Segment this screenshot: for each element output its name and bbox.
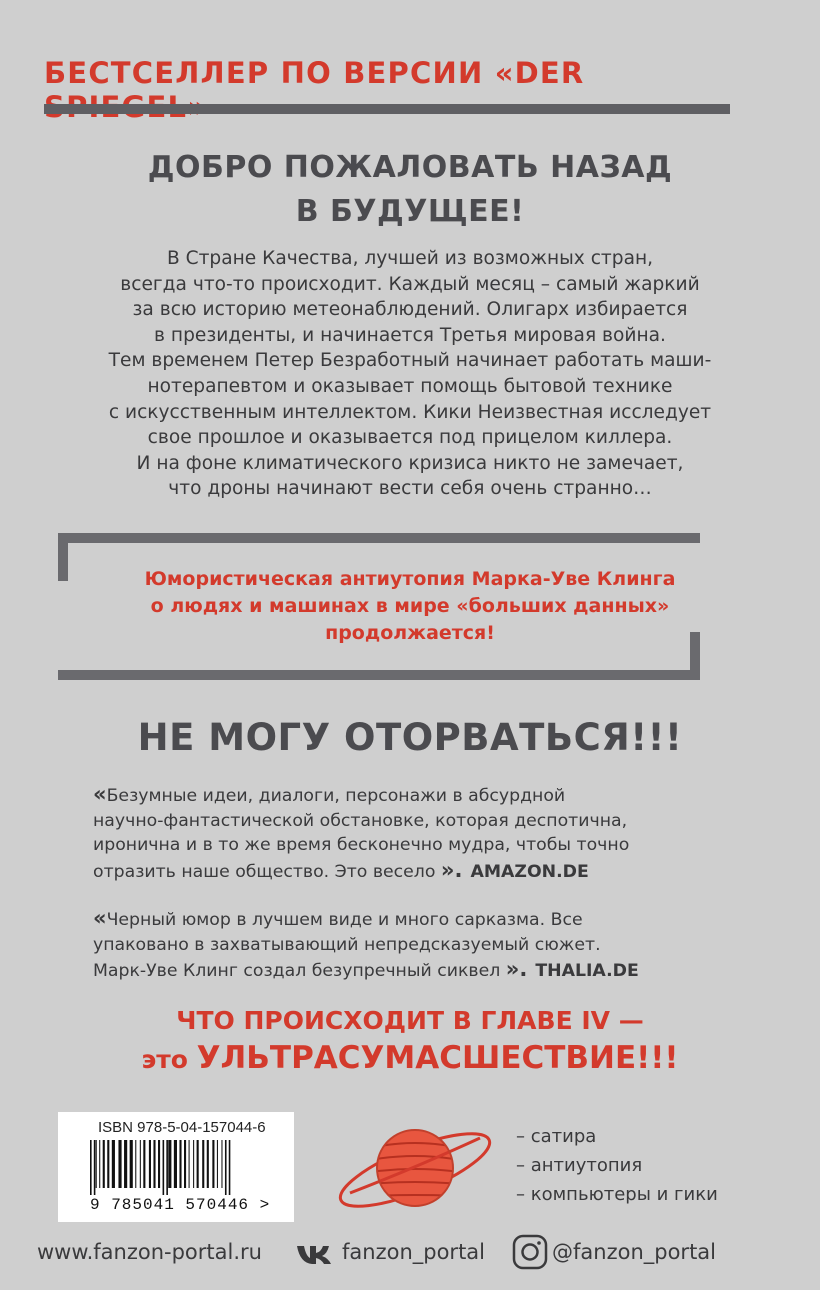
description: [0, 246, 820, 502]
headline: [0, 146, 820, 234]
quote-frame-top: [58, 533, 700, 543]
description-line: Тем временем Петер Безработный начинает работать маши-: [108, 350, 712, 372]
vk-icon: [296, 1243, 338, 1265]
barcode-bar: [166, 1140, 168, 1195]
review-thalia: [93, 906, 733, 984]
barcode-bar: [90, 1140, 92, 1195]
barcode-bar: [103, 1140, 105, 1188]
barcode-bar: [143, 1140, 145, 1188]
barcode-bar: [217, 1140, 218, 1188]
review-line: «Безумные идеи, диалоги, персонажи в абсурдной: [93, 782, 566, 806]
barcode-bar: [179, 1140, 181, 1188]
genre-tag: – сатира: [516, 1126, 597, 1147]
description-line: всегда что-то происходит. Каждый месяц – самый жаркий: [120, 273, 700, 295]
highlight-line: о людях и машинах в мире «больших данных»: [150, 595, 670, 617]
barcode-bar: [149, 1140, 151, 1188]
description-line: с искусственным интеллектом. Кики Неизвестная исследует: [108, 401, 712, 423]
barcode-bar: [174, 1140, 177, 1188]
website-link[interactable]: www.fanzon-portal.ru: [37, 1240, 262, 1264]
barcode-bar: [197, 1140, 199, 1188]
review-line: упаковано в захватывающий непредсказуемый сюжет.: [93, 934, 601, 955]
top-divider: [44, 104, 730, 114]
barcode-bar: [158, 1140, 160, 1188]
description-line: свое прошлое и оказывается под прицелом киллера.: [147, 427, 673, 449]
barcode-bar: [124, 1140, 127, 1188]
close-quote: ».: [505, 957, 528, 981]
vk-handle[interactable]: fanzon_portal: [342, 1240, 486, 1264]
barcode-bar: [118, 1140, 121, 1188]
headline-line-1: ДОБРО ПОЖАЛОВАТЬ НАЗАД: [147, 150, 673, 185]
highlight-text: [0, 566, 820, 647]
barcode-bar: [94, 1140, 96, 1195]
headline-line-2: В БУДУЩЕЕ!: [295, 194, 525, 229]
instagram-handle[interactable]: @fanzon_portal: [552, 1240, 717, 1264]
description-line: в президенты, и начинается Третья мировая война.: [154, 324, 666, 346]
open-quote: «: [93, 906, 107, 930]
chapter-emphasis: УЛЬТРАСУМАСШЕСТВИЕ!!!: [196, 1040, 679, 1076]
barcode-bar: [168, 1140, 171, 1188]
barcode-bar: [135, 1140, 136, 1188]
review-source: THALIA.DE: [535, 961, 639, 981]
review-line: Марк-Уве Клинг создал безупречный сиквел ». THALIA.DE: [93, 957, 639, 981]
barcode-bar: [99, 1140, 100, 1188]
barcode-bar: [225, 1140, 227, 1195]
planet-icon: [330, 1108, 500, 1228]
description-line: за всю историю метеонаблюдений. Олигарх избирается: [132, 299, 688, 321]
review-line: «Черный юмор в лучшем виде и много сарказма. Все: [93, 906, 583, 930]
chapter-callout: [0, 1004, 820, 1080]
barcode-bar: [96, 1140, 97, 1188]
review-source: AMAZON.DE: [470, 861, 589, 882]
isbn-label: ISBN 978-5-04-157044-6: [98, 1119, 266, 1136]
description-line: что дроны начинают вести себя очень странно…: [168, 478, 652, 500]
barcode: [90, 1140, 268, 1195]
highlight-line: Юмористическая антиутопия Марка-Уве Клинга: [144, 568, 676, 590]
chapter-line-2: это УЛЬТРАСУМАСШЕСТВИЕ!!!: [141, 1040, 679, 1076]
chapter-line-1: ЧТО ПРОИСХОДИТ В ГЛАВЕ IV —: [176, 1006, 644, 1035]
open-quote: «: [93, 782, 107, 806]
genre-tag: – антиутопия: [516, 1155, 643, 1176]
barcode-bar: [153, 1140, 155, 1188]
barcode-bar: [163, 1140, 165, 1195]
description-line: И на фоне климатического кризиса никто не замечает,: [136, 452, 684, 474]
review-line: научно-фантастической обстановке, которая деспотична,: [93, 810, 628, 831]
isbn-digits: 9 785041 570446 >: [90, 1196, 271, 1214]
barcode-bar: [202, 1140, 204, 1188]
quote-frame-bottom: [58, 670, 700, 680]
description-line: нотерапевтом и оказывает помощь бытовой технике: [147, 375, 673, 397]
tagline: НЕ МОГУ ОТОРВАТЬСЯ!!!: [137, 716, 683, 759]
instagram-icon: [512, 1234, 548, 1270]
barcode-bar: [130, 1140, 133, 1188]
barcode-bar: [212, 1140, 214, 1188]
review-line: отразить наше общество. Это весело ». AMAZON.DE: [93, 857, 589, 882]
barcode-bar: [140, 1140, 141, 1188]
barcode-bar: [193, 1140, 194, 1188]
description-line: В Стране Качества, лучшей из возможных стран,: [166, 248, 654, 269]
highlight-line: продолжается!: [325, 622, 495, 644]
barcode-bar: [107, 1140, 109, 1188]
barcode-bar: [229, 1140, 231, 1195]
barcode-bar: [184, 1140, 186, 1188]
review-amazon: [93, 782, 733, 884]
bestseller-banner: БЕСТСЕЛЛЕР ПО ВЕРСИИ «DER: [44, 56, 585, 90]
genre-tag: – компьютеры и гики: [516, 1184, 718, 1205]
review-line: иронична и в то же время бесконечно мудра, чтобы точно: [93, 835, 630, 855]
close-quote: ».: [440, 857, 463, 882]
barcode-bar: [221, 1140, 222, 1188]
barcode-bar: [112, 1140, 115, 1188]
barcode-bar: [189, 1140, 190, 1188]
barcode-bar: [207, 1140, 209, 1188]
